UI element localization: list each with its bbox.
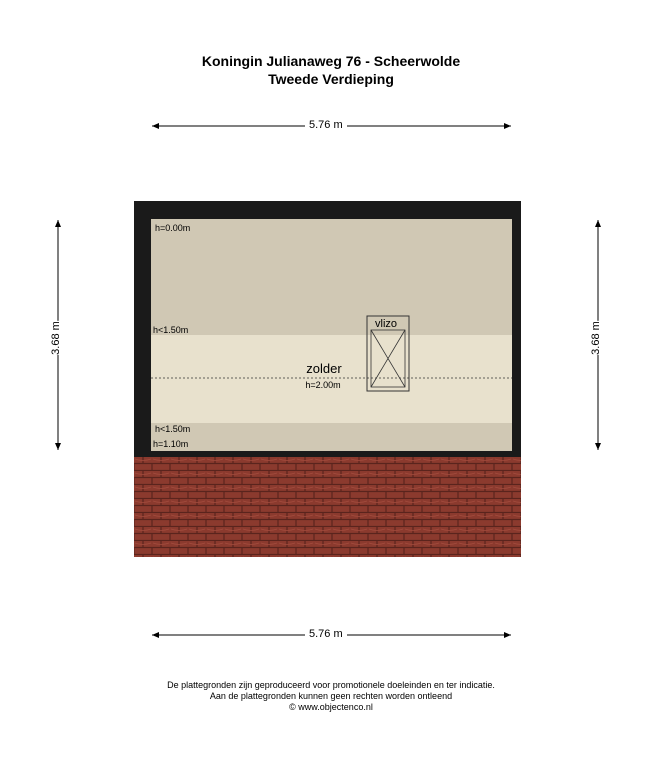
- room-name: zolder: [306, 361, 342, 376]
- disclaimer-line-1: De plattegronden zijn geproduceerd voor promotionele doeleinden en ter indicatie.: [167, 680, 495, 690]
- height-marker-lower-slope: h<1.50m: [155, 424, 191, 434]
- full-height-area: [151, 335, 512, 423]
- left-height-label: 3.68 m: [46, 321, 66, 355]
- height-marker-upper-slope: h<1.50m: [153, 325, 189, 335]
- height-marker-top: h=0.00m: [155, 223, 191, 233]
- disclaimer-line-2: Aan de plattegronden kunnen geen rechten worden ontleend: [209, 691, 453, 701]
- top-width-label: 5.76 m: [305, 119, 347, 131]
- address-title: Koningin Julianaweg 76 - Scheerwolde: [201, 53, 461, 69]
- room-height: h=2.00m: [305, 380, 341, 390]
- lower-slope-area: [151, 423, 512, 451]
- bottom-width-label: 5.76 m: [305, 628, 347, 640]
- copyright-line: © www.objectenco.nl: [289, 702, 373, 712]
- right-height-label: 3.68 m: [586, 321, 606, 355]
- height-marker-bottom: h=1.10m: [153, 439, 189, 449]
- upper-slope-area: [151, 219, 512, 335]
- floor-title: Tweede Verdieping: [268, 71, 394, 87]
- hatch-label: vlizo: [375, 318, 398, 330]
- roof-tiles: [134, 457, 521, 557]
